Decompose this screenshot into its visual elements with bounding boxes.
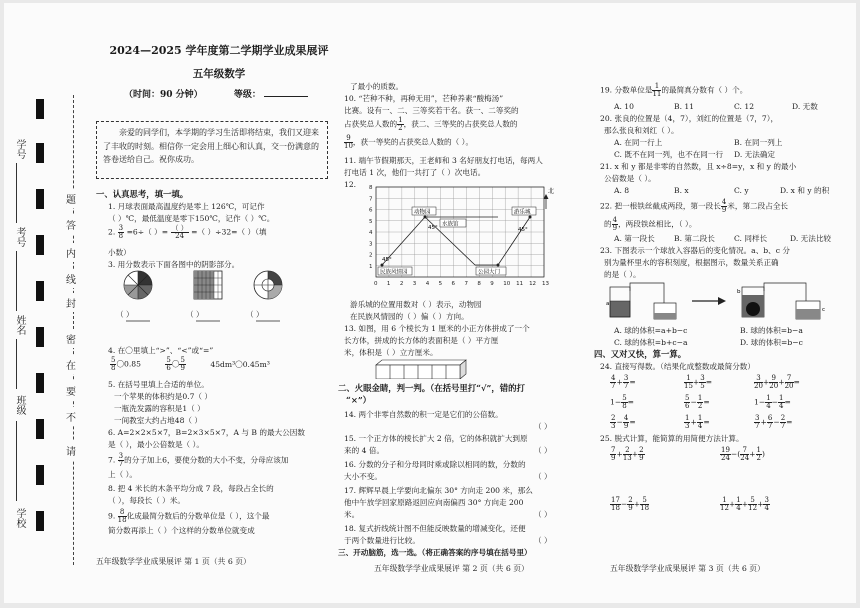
q20-option-b[interactable]: B. 在同一列上 [734,138,783,147]
question-3: 3. 用分数表示下面各图中的阴影部分。 [108,260,240,269]
calc-item: $\frac{1}{12}$ + $\frac{1}{4}$ + $\frac{5}{12}$ + $\frac{3}{4}$ [720,496,769,512]
exam-paper [4,3,856,603]
exam-title: 2024—2025 学年度第二学期学业成果展评 [109,44,329,57]
shaded-figures [118,269,318,329]
calc-item: $\frac{7}{9}$ + $\frac{2}{13}$ + $\frac{2}{9}$ [611,446,644,462]
q23-option-d[interactable]: D. 球的体积=b−c [740,338,803,347]
level-label: c [822,307,826,313]
question-5: 5. 在括号里填上合适的单位。 [108,380,209,389]
q22-option-d[interactable]: D. 无法比较 [790,234,832,243]
binding-margin [4,3,90,603]
margin-bar [36,465,44,485]
q22-option-b[interactable]: B. 第二段长 [674,234,715,243]
x-tick-label: 7 [464,281,468,287]
calc-item: $\frac{3}{20}$ + $\frac{9}{20}$ + $\frac{7}{20}$ = [754,374,800,390]
seal-char: 内 [66,243,76,262]
q19-option-b[interactable]: B. 11 [674,102,695,111]
question-5b: 一瓶洗发露的容积是1（ ） [114,404,205,413]
question-17-line2: 他中午放学回家原路返回应向南偏西 30° 方向走 200 [344,498,524,507]
question-9: 9. $\frac{8}{18}$ 化成最简分数后的分数单位是（ ），这个最 [108,508,270,524]
question-12-line2: 在民族风情园的（ ）偏（ ）方向。 [350,312,469,321]
x-tick-label: 9 [490,281,494,287]
q19-option-d[interactable]: D. 无数 [792,102,818,111]
q20-option-c[interactable]: C. 既不在同一列，也不在同一行 [614,150,724,159]
question-18-line2: 于两个数量进行比较。 [344,536,420,545]
question-21-line2: 公倍数是（ ）。 [604,174,656,183]
y-tick-label: 7 [369,196,373,203]
park-gate-label: 公园大门 [478,269,501,276]
question-24: 24. 直接写得数。（结果化成整数或最简分数） [600,362,755,371]
name-underline [16,421,17,501]
q22-option-a[interactable]: A. 第一段长 [614,234,655,243]
seal-char: 密 [66,329,76,348]
y-tick-label: 8 [369,185,373,191]
page-3 [594,3,850,603]
x-tick-label: 3 [412,281,417,287]
q23-option-b[interactable]: B. 球的体积=b−a [740,326,803,335]
answer-blank[interactable]: （ ） [186,310,204,319]
question-13: 13. 如图，用 6 个棱长为 1 厘米的小正方体拼成了一个 [344,324,530,333]
question-14: 14. 两个非零自然数的积一定是它们的公倍数。 [344,410,503,419]
question-25: 25. 脱式计算，能简算的用简便方法计算。 [600,434,744,443]
margin-bar [36,327,44,347]
seal-char: 题 [66,189,76,208]
ball-container-figure [606,279,846,325]
question-23-line3: 的是（ ）。 [604,270,641,279]
level-label: a [606,301,610,307]
aquarium-label: 水族馆 [442,221,459,228]
x-tick-label: 2 [399,281,404,287]
time-info [124,90,308,101]
question-23-line2: 别为量杯里水的容积刻度，根据图示，数量关系正确 [604,258,779,267]
x-tick-label: 10 [503,281,511,287]
calc-item: $\frac{3}{7}$ + $\frac{6}{7}$ − $\frac{2}{7}$ = [755,414,793,430]
question-13-line2: 长方体，拼成的长方体的表面积是（ ）平方厘 [344,336,499,345]
grade-label: 等级： [233,90,261,100]
question-9-line3: 了最小的质数。 [350,82,404,91]
amusement-city-label: 游乐城 [514,209,531,216]
question-16-line2: 大小不变。 [344,472,382,481]
calc-item: $\frac{2}{3}$ − $\frac{4}{9}$ = [611,414,636,430]
question-5a: 一个苹果的体积约是0.7（ ） [114,392,213,401]
question-22: 22. 把一根铁丝截成两段，第一段长 $\frac{4}{9}$ 米，第二段占全长 [600,198,789,214]
x-tick-label: 11 [516,281,524,287]
section-3-heading: 三、开动脑筋，选一选。（将正确答案的序号填在括号里） [338,548,532,557]
arrow-right-icon [718,297,726,305]
q22-option-c[interactable]: C. 同样长 [734,234,768,243]
name-underline [16,251,17,311]
y-tick-label: 3 [369,241,373,248]
grid-map [362,185,562,297]
y-tick-label: 1 [369,263,373,270]
judge-blank[interactable]: （ ） [534,446,552,455]
name-underline [16,163,17,223]
calc-item: $\frac{1}{3}$ + $\frac{1}{4}$ = [685,414,710,430]
judge-blank[interactable]: （ ） [534,510,552,519]
q21-option-d[interactable]: D. x 和 y 的积 [780,186,830,195]
school-label: 学校 [14,508,25,528]
question-7: 7. $\frac{3}{7}$ 的分子加上6，要使分数的大小不变，分母应该加 [108,452,289,468]
page-2 [338,3,594,603]
q21-option-b[interactable]: B. x [674,186,689,195]
answer-blank[interactable]: （ ） [246,310,264,319]
x-tick-label: 1 [386,281,391,287]
section-2-heading-line2: “×”） [346,395,372,405]
ethnic-park-label: 民族风情园 [380,269,408,276]
question-18: 18. 复式折线统计图不但能反映数量的增减变化，还便 [344,524,526,533]
calc-item: $\frac{4}{7}$ + $\frac{3}{7}$ = [611,374,636,390]
seal-char: 在 [66,355,76,374]
page-2-footer: 五年级数学学业成果展评 第 2 页（共 6 页） [374,564,529,573]
seal-char: 要 [66,381,76,400]
angle-label: 45° [428,225,438,231]
question-5c: 一间教室大约占地48（ ） [114,416,203,425]
question-11-line2: 打电话 1 次，他们一共打了（ ）次电话。 [344,168,486,177]
cube-row-figure [374,359,484,379]
question-19: 19. 分数单位是 $\frac{1}{11}$ 的最简真分数有（ ）个。 [600,82,748,98]
x-tick-label: 8 [477,281,481,287]
q20-option-d[interactable]: D. 无法确定 [734,150,776,159]
question-1: 1. 月球表面最高温度约是零上 126℃，可记作 [108,202,265,211]
x-tick-label: 4 [425,281,430,287]
judge-blank[interactable]: （ ） [534,422,552,431]
seal-char: 线 [66,269,76,288]
calc-item: $\frac{5}{6}$ − $\frac{1}{2}$ = [685,394,710,410]
q19-option-a[interactable]: A. 10 [614,102,634,111]
q21-option-a[interactable]: A. 8 [614,186,630,195]
x-tick-label: 13 [542,281,549,287]
question-2: 2. $\frac{3}{8}$ =6÷（ ）= $\frac{( )}{24}$ =（ ）÷32=（ ）（填 [108,224,267,240]
q23-option-c[interactable]: C. 球的体积=b+c−a [614,338,688,347]
section-2-heading: 二、火眼金睛，判一判。（在括号里打“√”，错的打 [338,383,525,393]
judge-blank[interactable]: （ ） [534,472,552,481]
student-id-label: 学号 [14,139,25,159]
question-7-line2: 上（ ）。 [108,470,137,479]
y-tick-label: 5 [369,218,373,225]
question-10-line4: $\frac{9}{10}$ ，获一等奖的占获奖总人数的（ ）。 [344,134,474,150]
seal-char: 不 [66,407,76,426]
question-6-line2: 是（ ），最小公倍数是（ ）。 [108,440,204,449]
angle-label: 45° [518,227,528,233]
margin-bar [36,189,44,209]
question-4: 4. 在〇里填上“>”、“<”或“=” [108,346,214,355]
pie-figure [124,271,152,299]
calc-item: 1− $\frac{1}{4}$ − $\frac{1}{4}$ = [754,394,791,410]
fraction-blank-24: $\frac{( )}{24}$ [171,224,188,240]
question-10-line3: 占获奖总人数的 $\frac{1}{2}$ ，获二、三等奖的占获奖总人数的 [344,116,518,132]
question-6: 6. A=2×2×5×7，B=2×3×5×7，A 与 B 的最大公因数 [108,428,305,437]
x-tick-label: 5 [438,281,443,287]
north-label: 北 [548,188,555,195]
angle-label: 45° [382,257,392,263]
margin-bar [36,143,44,163]
q21-option-c[interactable]: C. y [734,186,749,195]
question-22-line2: 的 $\frac{4}{9}$ ，两段铁丝相比，（ ）。 [604,216,697,232]
question-13-line3: 米，体积是（ ）立方厘米。 [344,348,438,357]
question-17: 17. 辉辉早晨上学要向北偏东 30° 方向走 200 米，那么 [344,486,533,495]
question-4-items: $\frac{5}{8}$ 〇0.85 $\frac{5}{6}$ 〇 $\frac{5}{9}$ 45dm³〇0.45m³ [111,356,270,372]
exam-number-label: 考号 [14,227,25,247]
seal-char: 答 [66,215,76,234]
y-tick-label: 6 [369,207,373,214]
ring-figure [254,271,282,299]
section-1-heading: 一、认真思考，填一填。 [96,189,189,199]
question-8: 8. 把 4 米长的木条平均分成 7 段，每段占全长的 [108,484,274,493]
question-20: 20. 张良的位置是（4，7），刘红的位置是（7，7）， [600,114,779,123]
calc-item: 1− $\frac{5}{8}$ = [610,394,635,410]
page-1-footer: 五年级数学学业成果展评 第 1 页（共 6 页） [96,557,251,566]
question-15-line2: 来的 4 倍。 [344,446,385,455]
calc-item: $\frac{17}{18}$ − $\frac{2}{9}$ + $\frac{5}{18}$ [611,496,650,512]
margin-bar [36,281,44,301]
fraction-3-8: $\frac{3}{8}$ [118,224,124,240]
question-21: 21. x 和 y 都是非零的自然数，且 x÷8=y，x 和 y 的最小 [600,162,797,171]
x-tick-label: 6 [451,281,456,287]
grid-figure [194,271,222,299]
page-1 [96,3,334,603]
question-11: 11. 端午节假期那天，王老师和 3 名好朋友打电话，每两人 [344,156,543,165]
question-10-line2: 比赛。设有一、二、三等奖若干名。获一、二等奖的 [344,106,519,115]
name-label: 姓名 [14,315,25,335]
margin-bar [36,373,44,393]
margin-bar [36,235,44,255]
question-8-line2: （ ），每段长（ ）米。 [108,496,185,505]
class-label: 班级 [14,395,25,415]
question-12-line1: 游乐城的位置用数对（ ）表示，动物园 [350,300,482,309]
seal-char: 请 [66,441,76,460]
answer-blank[interactable]: （ ） [116,310,134,319]
q19-option-c[interactable]: C. 12 [734,102,755,111]
calc-item: $\frac{19}{24}$ −( $\frac{7}{24}$ + $\frac{1}{2}$ ) [721,446,765,462]
x-tick-label: 12 [529,281,537,287]
margin-bar [36,419,44,439]
q23-option-a[interactable]: A. 球的体积=a+b−c [614,326,688,335]
question-9-line2: 简分数再添上（ ）个这样的分数单位就变成 [108,526,255,535]
question-20-line2: 那么张良和刘红（ ）。 [604,126,679,135]
time-limit: （时间：90 分钟） [124,90,203,100]
notice-box: 亲爱的同学们，本学期的学习生活即将结束，我们又迎来了丰收的时刻。相信你一定会用上细心和认真，交一份满意的答卷送给自己。祝你成功。 [96,121,328,179]
name-underline [16,339,17,389]
margin-bar [36,511,44,531]
level-label: b [737,289,741,295]
subject-title: 五年级数学 [192,68,246,80]
margin-bar [36,99,44,119]
question-16: 16. 分数的分子和分母同时乘或除以相同的数，分数的 [344,460,526,469]
page-3-footer: 五年级数学学业成果展评 第 3 页（共 6 页） [610,564,765,573]
seal-char: 封 [66,293,76,312]
question-23: 23. 下图表示一个球放入容器后的变化情况。a、b、c 分 [600,246,791,255]
question-17-line3: 米。 [344,510,360,519]
question-12-number: 12. [344,180,357,189]
question-1-line2: （ ）℃，最低温度是零下150℃，记作（ ）℃。 [108,214,275,223]
x-tick-label: 0 [374,281,378,287]
calc-item: $\frac{1}{15}$ + $\frac{3}{5}$ = [684,374,713,390]
q20-option-a[interactable]: A. 在同一行上 [614,138,663,147]
grade-blank[interactable] [264,96,308,97]
question-15: 15. 一个正方体的棱长扩大 2 倍，它的体积就扩大到原 [344,434,528,443]
question-10: 10. “芒种不种，再种无用”，芒种养素“酸梅汤” [344,94,504,103]
y-tick-label: 4 [369,230,373,236]
section-4-heading: 四、又对又快，算一算。 [594,349,687,359]
judge-blank[interactable]: （ ） [534,536,552,545]
zoo-label: 动物园 [414,209,431,216]
y-tick-label: 2 [369,252,373,259]
question-2-line2: 小数） [108,248,131,257]
